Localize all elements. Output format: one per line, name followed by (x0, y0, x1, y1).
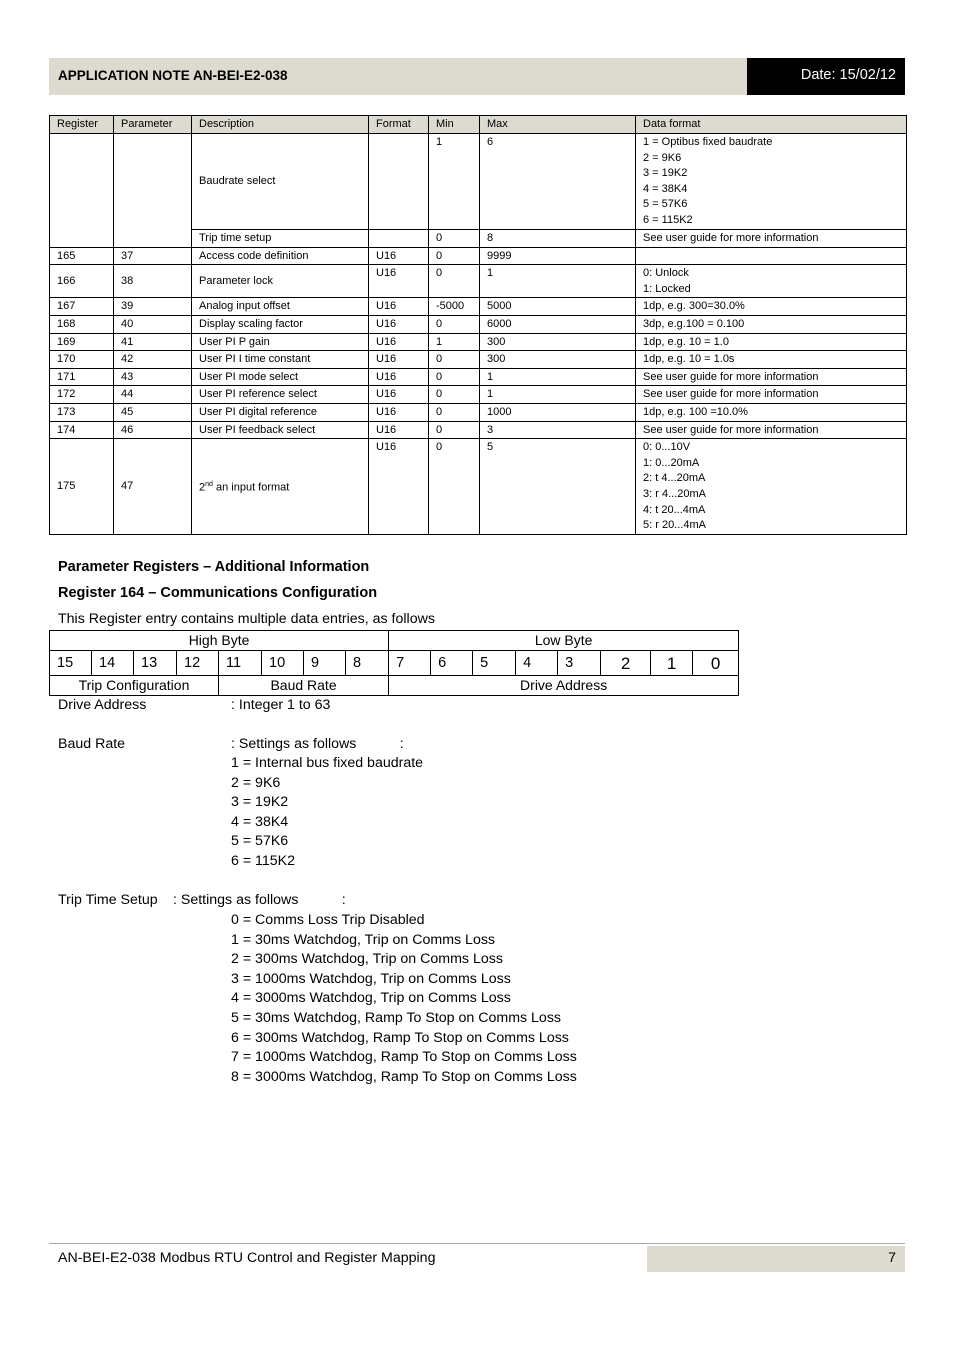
document-title: APPLICATION NOTE AN-BEI-E2-038 (58, 68, 288, 83)
register-cell: 174 (50, 421, 114, 439)
bit-number: 2 (601, 651, 651, 676)
parameter-cell (114, 134, 192, 248)
description-superscript: nd (205, 481, 213, 489)
section-subheading: Register 164 – Communications Configuration (58, 585, 378, 601)
column-header: Format (369, 116, 429, 134)
register-cell: 165 (50, 247, 114, 265)
list-item: 4 = 3000ms Watchdog, Trip on Comms Loss (231, 990, 511, 1007)
min-cell: 0 (429, 439, 480, 535)
min-cell: -5000 (429, 298, 480, 316)
register-cell: 169 (50, 333, 114, 351)
high-byte-label: High Byte (50, 631, 389, 651)
parameter-cell: 39 (114, 298, 192, 316)
max-cell: 1000 (480, 403, 636, 421)
max-cell: 300 (480, 351, 636, 369)
data-format-line: 5: r 20...4mA (643, 519, 706, 532)
bit-number: 8 (346, 651, 389, 676)
drive-address-term: Drive Address (58, 697, 147, 713)
min-cell: 0 (429, 315, 480, 333)
max-cell: 1 (480, 265, 636, 298)
data-format-line: 2: t 4...20mA (643, 472, 706, 485)
list-item: 2 = 9K6 (231, 774, 281, 791)
data-format-cell (636, 265, 907, 298)
bit-number: 0 (693, 651, 739, 676)
parameter-cell: 47 (114, 439, 192, 535)
max-cell: 3 (480, 421, 636, 439)
parameter-cell: 40 (114, 315, 192, 333)
parameter-cell: 41 (114, 333, 192, 351)
format-cell: U16 (369, 315, 429, 333)
baud-rate-label: Baud Rate (219, 676, 389, 696)
data-format-cell: See user guide for more information (636, 386, 907, 404)
description-cell: Access code definition (192, 247, 369, 265)
description-cell: User PI reference select (192, 386, 369, 404)
register-cell: 171 (50, 368, 114, 386)
table-row (50, 403, 907, 421)
table-header-row (50, 116, 907, 134)
format-cell: U16 (369, 386, 429, 404)
data-format-cell: 1dp, e.g. 300=30.0% (636, 298, 907, 316)
list-item: 3 = 1000ms Watchdog, Trip on Comms Loss (231, 970, 511, 987)
description-cell: User PI P gain (192, 333, 369, 351)
trip-time-value: : Settings as follows : (173, 892, 346, 908)
register-cell: 170 (50, 351, 114, 369)
page-header (49, 58, 905, 95)
drive-address-label: Drive Address (389, 676, 739, 696)
document-date: Date: 15/02/12 (747, 58, 905, 95)
min-cell: 0 (429, 368, 480, 386)
data-format-line: 3: r 4...20mA (643, 487, 706, 500)
bit-number: 1 (651, 651, 693, 676)
list-item: 1 = Internal bus fixed baudrate (231, 755, 424, 771)
list-item: 5 = 30ms Watchdog, Ramp To Stop on Comms Loss (231, 1009, 562, 1026)
parameter-cell: 38 (114, 265, 192, 298)
max-cell: 1 (480, 368, 636, 386)
data-format-line: 2 = 9K6 (643, 151, 682, 164)
parameter-cell: 46 (114, 421, 192, 439)
page-footer (49, 1243, 905, 1266)
data-format-cell (636, 439, 907, 535)
min-cell: 0 (429, 351, 480, 369)
parameter-cell: 43 (114, 368, 192, 386)
register-cell: 173 (50, 403, 114, 421)
data-format-line: 0: 0...10V (643, 441, 691, 454)
column-header: Description (192, 116, 369, 134)
data-format-line: 0: Unlock (643, 267, 689, 280)
parameter-cell: 37 (114, 247, 192, 265)
format-cell: U16 (369, 333, 429, 351)
description-cell (192, 439, 369, 535)
bit-number: 12 (177, 651, 219, 676)
format-cell: U16 (369, 298, 429, 316)
min-cell: 1 (429, 333, 480, 351)
description-cell: Parameter lock (192, 265, 369, 298)
data-format-line: 5 = 57K6 (643, 198, 688, 211)
description-cell: User PI digital reference (192, 403, 369, 421)
parameter-cell: 45 (114, 403, 192, 421)
description-cell: User PI mode select (192, 368, 369, 386)
field-row (50, 676, 739, 696)
table-row (50, 386, 907, 404)
bit-number: 15 (50, 651, 92, 676)
column-header: Max (480, 116, 636, 134)
bit-number: 5 (473, 651, 516, 676)
bit-number: 6 (431, 651, 473, 676)
description-text: an input format (212, 481, 290, 494)
max-cell: 1 (480, 386, 636, 404)
table-row (50, 315, 907, 333)
list-item: 7 = 1000ms Watchdog, Ramp To Stop on Comms Loss (231, 1049, 577, 1066)
description-cell: User PI I time constant (192, 351, 369, 369)
list-item: 5 = 57K6 (231, 833, 289, 850)
data-format-cell: See user guide for more information (636, 230, 907, 248)
table-row (50, 333, 907, 351)
list-item: 0 = Comms Loss Trip Disabled (231, 912, 425, 928)
data-format-line: 3 = 19K2 (643, 167, 688, 180)
table-row (50, 421, 907, 439)
bit-number: 14 (92, 651, 134, 676)
baud-rate-list (231, 754, 423, 872)
column-header: Register (50, 116, 114, 134)
register-cell: 167 (50, 298, 114, 316)
max-cell: 6 (480, 134, 636, 230)
format-cell: U16 (369, 439, 429, 535)
min-cell: 0 (429, 247, 480, 265)
trip-time-term: Trip Time Setup (58, 892, 158, 908)
min-cell: 0 (429, 265, 480, 298)
min-cell: 0 (429, 386, 480, 404)
min-cell: 1 (429, 134, 480, 230)
table-row (50, 247, 907, 265)
min-cell: 0 (429, 403, 480, 421)
format-cell: U16 (369, 247, 429, 265)
description-cell: Baudrate select (192, 134, 369, 230)
description-cell: Analog input offset (192, 298, 369, 316)
register-cell (50, 134, 114, 248)
section-heading: Parameter Registers – Additional Information (58, 559, 370, 575)
list-item: 6 = 115K2 (231, 852, 296, 869)
table-row (50, 368, 907, 386)
bit-number: 7 (389, 651, 431, 676)
page-number: 7 (647, 1246, 905, 1272)
data-format-line: 1: 0...20mA (643, 456, 700, 469)
format-cell: U16 (369, 265, 429, 298)
format-cell: U16 (369, 403, 429, 421)
data-format-cell: 1dp, e.g. 10 = 1.0 (636, 333, 907, 351)
description-cell: User PI feedback select (192, 421, 369, 439)
format-cell: U16 (369, 351, 429, 369)
table-row (50, 351, 907, 369)
max-cell: 8 (480, 230, 636, 248)
data-format-cell: 3dp, e.g.100 = 0.100 (636, 315, 907, 333)
section-intro: This Register entry contains multiple data entries, as follows (58, 611, 435, 627)
parameter-cell: 44 (114, 386, 192, 404)
list-item: 1 = 30ms Watchdog, Trip on Comms Loss (231, 931, 496, 948)
list-item: 2 = 300ms Watchdog, Trip on Comms Loss (231, 951, 503, 968)
register-table (49, 115, 907, 535)
data-format-line: 6 = 115K2 (643, 213, 693, 226)
baud-rate-value: : Settings as follows : (231, 736, 404, 752)
bit-number-row (50, 651, 739, 676)
data-format-line: 1: Locked (643, 282, 691, 295)
max-cell: 300 (480, 333, 636, 351)
baud-rate-term: Baud Rate (58, 736, 126, 752)
table-row (50, 265, 907, 298)
data-format-cell (636, 134, 907, 230)
bit-number: 13 (134, 651, 177, 676)
table-row (50, 134, 907, 230)
register-cell: 168 (50, 315, 114, 333)
min-cell: 0 (429, 421, 480, 439)
bit-number: 11 (219, 651, 262, 676)
bit-number: 10 (262, 651, 304, 676)
data-format-line: 4: t 20...4mA (643, 503, 706, 516)
trip-time-list (231, 911, 577, 1087)
description-number: 2 (199, 481, 206, 494)
description-cell: Display scaling factor (192, 315, 369, 333)
data-format-cell: See user guide for more information (636, 421, 907, 439)
format-cell: U16 (369, 421, 429, 439)
format-cell (369, 134, 429, 230)
max-cell: 5000 (480, 298, 636, 316)
footer-title: AN-BEI-E2-038 Modbus RTU Control and Register Mapping (58, 1250, 436, 1266)
data-format-line: 4 = 38K4 (643, 182, 688, 195)
bit-number: 3 (558, 651, 601, 676)
bit-number: 9 (304, 651, 346, 676)
data-format-cell: See user guide for more information (636, 368, 907, 386)
data-format-cell: 1dp, e.g. 10 = 1.0s (636, 351, 907, 369)
max-cell: 6000 (480, 315, 636, 333)
parameter-cell: 42 (114, 351, 192, 369)
column-header: Data format (636, 116, 907, 134)
trip-configuration-label: Trip Configuration (50, 676, 219, 696)
register-cell: 175 (50, 439, 114, 535)
format-cell (369, 230, 429, 248)
bit-number: 4 (516, 651, 558, 676)
format-cell: U16 (369, 368, 429, 386)
description-cell: Trip time setup (192, 230, 369, 248)
bit-layout-table (49, 630, 739, 696)
max-cell: 9999 (480, 247, 636, 265)
list-item: 4 = 38K4 (231, 813, 289, 830)
byte-row (50, 631, 739, 651)
list-item: 3 = 19K2 (231, 794, 289, 811)
drive-address-value: : Integer 1 to 63 (231, 697, 331, 713)
max-cell: 5 (480, 439, 636, 535)
list-item: 6 = 300ms Watchdog, Ramp To Stop on Comms Loss (231, 1029, 569, 1046)
column-header: Min (429, 116, 480, 134)
table-row (50, 298, 907, 316)
data-format-line: 1 = Optibus fixed baudrate (643, 136, 773, 148)
register-cell: 166 (50, 265, 114, 298)
min-cell: 0 (429, 230, 480, 248)
column-header: Parameter (114, 116, 192, 134)
low-byte-label: Low Byte (389, 631, 739, 651)
table-row (50, 439, 907, 535)
list-item: 8 = 3000ms Watchdog, Ramp To Stop on Comms Loss (231, 1068, 577, 1085)
data-format-cell (636, 247, 907, 265)
register-cell: 172 (50, 386, 114, 404)
data-format-cell: 1dp, e.g. 100 =10.0% (636, 403, 907, 421)
